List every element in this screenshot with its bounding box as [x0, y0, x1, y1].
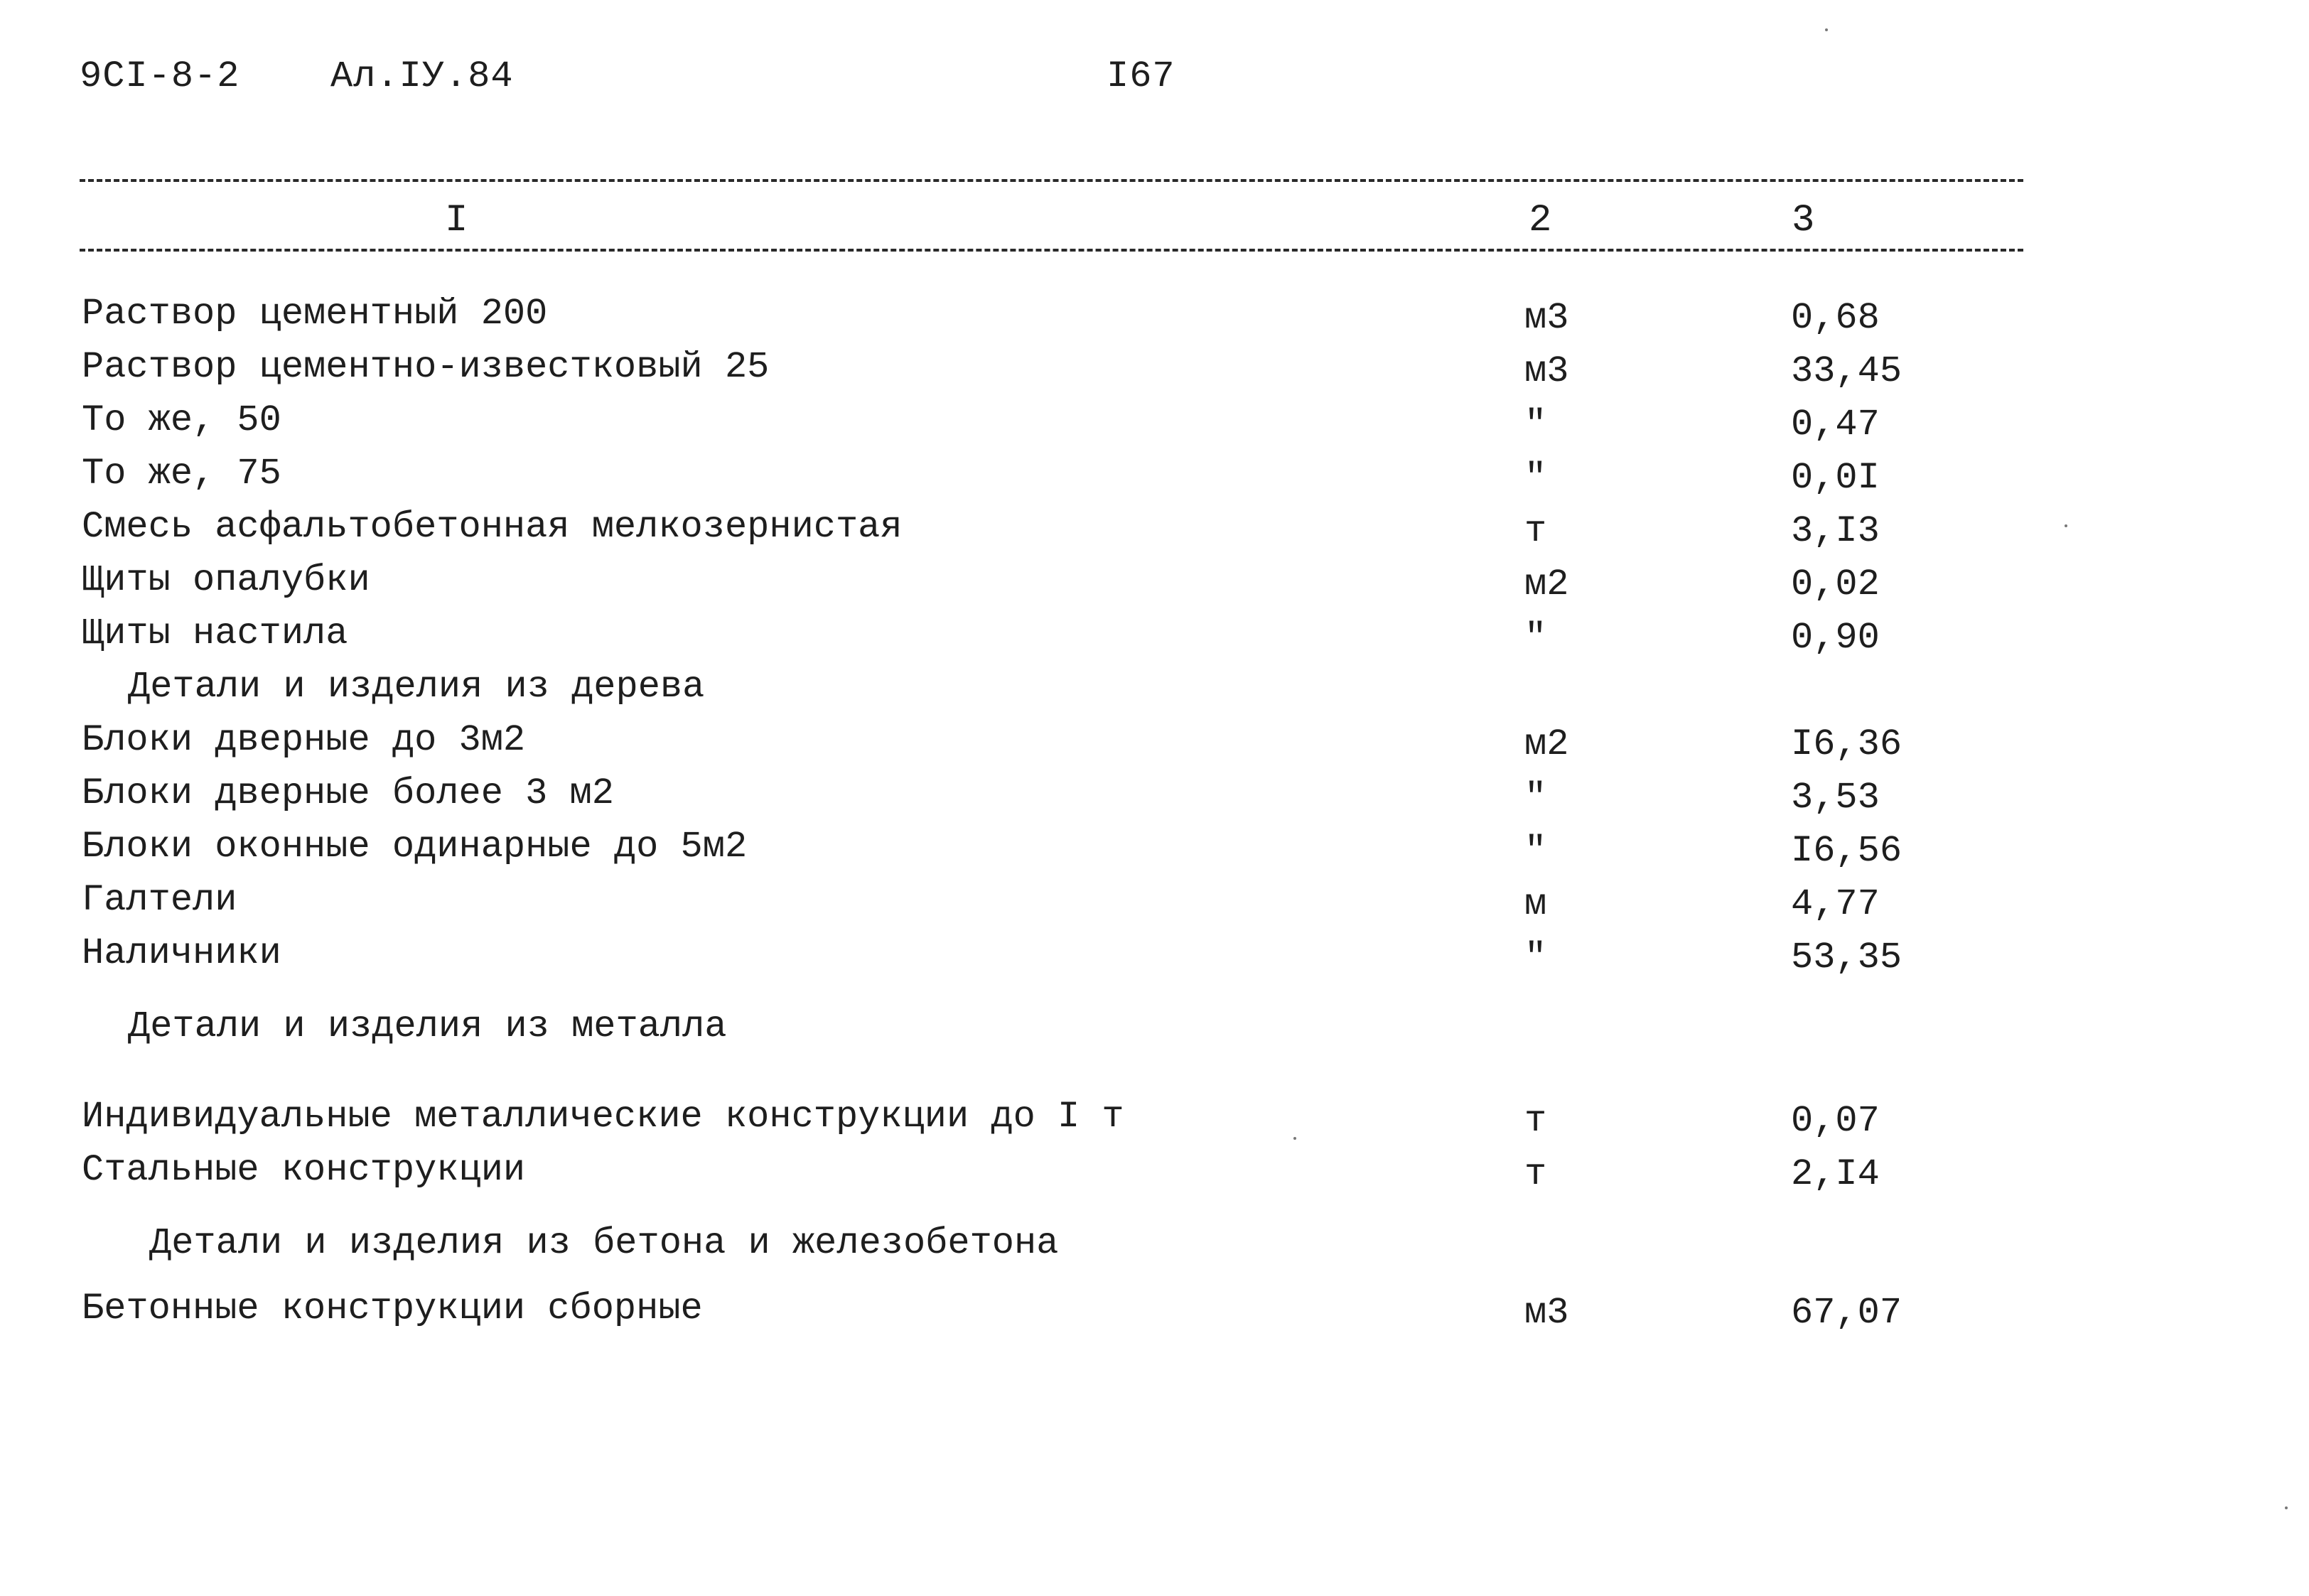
unit-of-measure: м3	[1524, 1292, 1569, 1334]
quantity-value: 67,07	[1791, 1292, 1902, 1334]
unit-of-measure: "	[1524, 777, 1547, 819]
material-name: Индивидуальные металлические конструкции до I т	[82, 1096, 1124, 1138]
material-name: Наличники	[82, 932, 281, 974]
quantity-value: 3,53	[1791, 777, 1880, 819]
table-row	[0, 1096, 2309, 1145]
table-header-top-rule	[80, 179, 2023, 182]
material-name: Блоки дверные более 3 м2	[82, 772, 614, 814]
unit-of-measure: м3	[1524, 350, 1569, 392]
unit-of-measure: м3	[1524, 297, 1569, 339]
table-row	[0, 932, 2309, 982]
table-row	[0, 346, 2309, 396]
material-name: Раствор цементно-известковый 25	[82, 346, 770, 388]
quantity-value: 0,02	[1791, 564, 1880, 605]
page-number: I67	[1107, 55, 1175, 97]
table-row	[0, 506, 2309, 556]
unit-of-measure: "	[1524, 830, 1547, 872]
material-name: Галтели	[82, 879, 237, 921]
column-header-quantity: 3	[1787, 199, 1819, 242]
quantity-value: 0,0I	[1791, 457, 1880, 499]
unit-of-measure: "	[1524, 617, 1547, 659]
material-name: То же, 75	[82, 453, 281, 495]
unit-of-measure: т	[1524, 510, 1547, 552]
document-code: 9СI-8-2	[80, 55, 240, 97]
table-row	[0, 1149, 2309, 1199]
material-name: Блоки дверные до 3м2	[82, 719, 526, 761]
material-name: Щиты настила	[82, 613, 348, 654]
section-heading-metal: Детали и изделия из металла	[128, 1005, 727, 1047]
scan-speck	[2065, 524, 2067, 527]
unit-of-measure: "	[1524, 937, 1547, 978]
quantity-value: I6,56	[1791, 830, 1902, 872]
table-row	[0, 293, 2309, 343]
quantity-value: 0,47	[1791, 404, 1880, 446]
table-header-bottom-rule	[80, 249, 2023, 252]
quantity-value: 33,45	[1791, 350, 1902, 392]
unit-of-measure: т	[1524, 1153, 1547, 1195]
material-name: Раствор цементный 200	[82, 293, 548, 335]
quantity-value: 3,I3	[1791, 510, 1880, 552]
material-name: Щиты опалубки	[82, 559, 370, 601]
column-header-unit: 2	[1524, 199, 1556, 242]
table-row	[0, 826, 2309, 875]
table-row	[0, 613, 2309, 662]
material-name: Стальные конструкции	[82, 1149, 526, 1191]
album-reference: Ал.IУ.84	[330, 55, 514, 97]
scan-speck	[1293, 1137, 1296, 1140]
table-row	[0, 453, 2309, 502]
unit-of-measure: "	[1524, 457, 1547, 499]
quantity-value: 0,90	[1791, 617, 1880, 659]
unit-of-measure: м2	[1524, 723, 1569, 765]
section-heading-wood: Детали и изделия из дерева	[128, 666, 705, 708]
material-name: Бетонные конструкции сборные	[82, 1288, 703, 1330]
column-header-name: I	[441, 199, 472, 242]
table-row	[0, 879, 2309, 929]
scan-speck	[2285, 1506, 2288, 1509]
unit-of-measure: м2	[1524, 564, 1569, 605]
quantity-value: 53,35	[1791, 937, 1902, 978]
table-row	[0, 399, 2309, 449]
material-name: То же, 50	[82, 399, 281, 441]
unit-of-measure: "	[1524, 404, 1547, 446]
material-name: Блоки оконные одинарные до 5м2	[82, 826, 748, 868]
unit-of-measure: т	[1524, 1100, 1547, 1142]
material-name: Смесь асфальтобетонная мелкозернистая	[82, 506, 903, 548]
quantity-value: I6,36	[1791, 723, 1902, 765]
scan-speck	[1825, 28, 1828, 31]
unit-of-measure: м	[1524, 883, 1547, 925]
table-row	[0, 772, 2309, 822]
quantity-value: 0,07	[1791, 1100, 1880, 1142]
table-row	[0, 1288, 2309, 1337]
quantity-value: 4,77	[1791, 883, 1880, 925]
table-row	[0, 559, 2309, 609]
quantity-value: 2,I4	[1791, 1153, 1880, 1195]
quantity-value: 0,68	[1791, 297, 1880, 339]
table-row	[0, 719, 2309, 769]
section-heading-concrete: Детали и изделия из бетона и железобетона	[149, 1222, 1059, 1264]
